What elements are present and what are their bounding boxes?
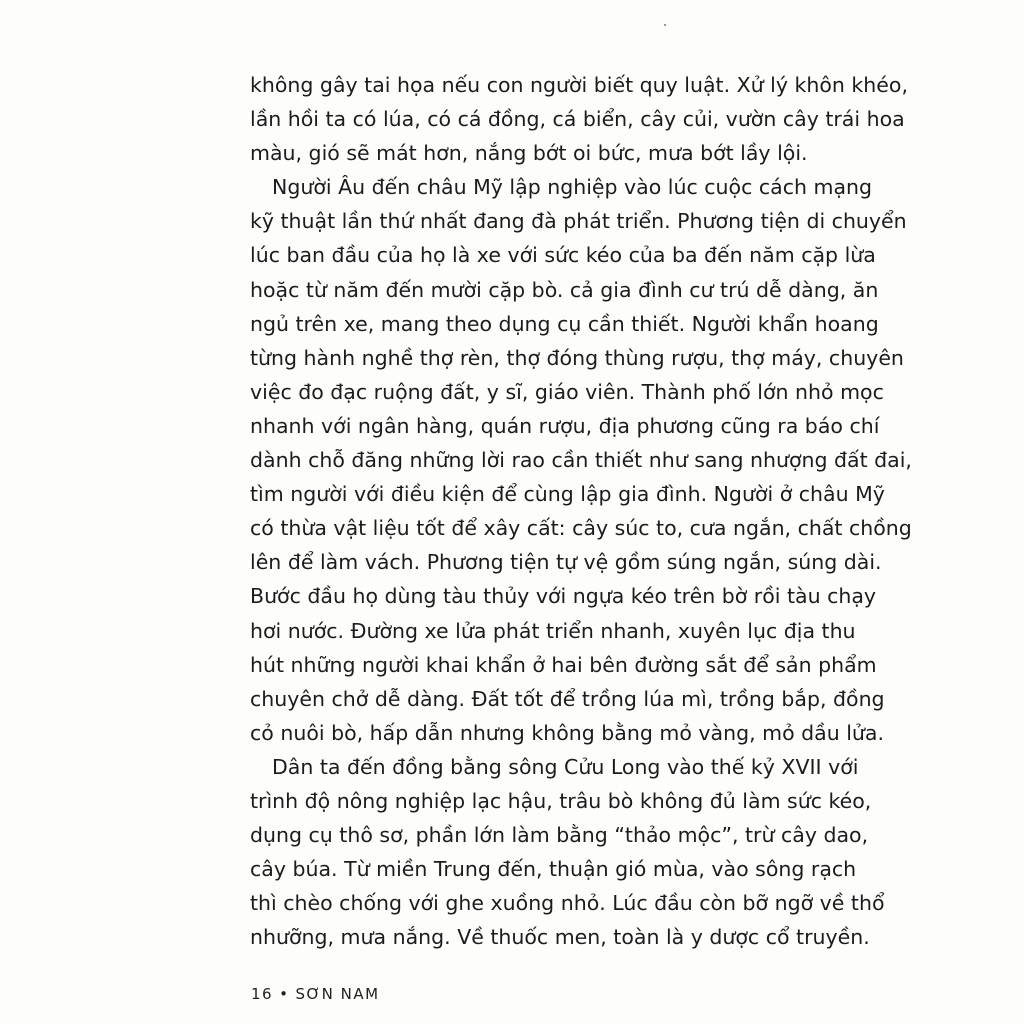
text-line: Dân ta đến đồng bằng sông Cửu Long vào thế kỷ XVII với <box>272 754 859 779</box>
text-line: thì chèo chống với ghe xuồng nhỏ. Lúc đầu còn bỡ ngỡ về thổ <box>250 891 885 916</box>
text-line: Bước đầu họ dùng tàu thủy với ngựa kéo trên bờ rồi tàu chạy <box>250 584 877 609</box>
text-line: hoặc từ năm đến mười cặp bò. cả gia đình cư trú dễ dàng, ăn <box>250 277 879 302</box>
text-line: từng hành nghề thợ rèn, thợ đóng thùng rượu, thợ máy, chuyên <box>250 345 904 370</box>
text-line: ngủ trên xe, mang theo dụng cụ cần thiết. Người khẩn hoang <box>250 311 879 336</box>
page-footer <box>251 985 380 1003</box>
text-line: lúc ban đầu của họ là xe với sức kéo của ba đến năm cặp lừa <box>250 243 876 268</box>
text-line: không gây tai họa nếu con người biết quy luật. Xử lý khôn khéo, <box>250 73 908 97</box>
footer-separator: • <box>279 985 290 1003</box>
text-line: lần hồi ta có lúa, có cá đồng, cá biển, cây củi, vườn cây trái hoa <box>250 107 905 132</box>
text-line: hơi nước. Đường xe lửa phát triển nhanh, xuyên lục địa thu <box>250 618 856 643</box>
text-line: kỹ thuật lần thứ nhất đang đà phát triển. Phương tiện di chuyển <box>250 209 907 234</box>
text-line: hút những người khai khẩn ở hai bên đường sắt để sản phẩm <box>250 652 877 677</box>
author-name: SƠN NAM <box>295 985 380 1003</box>
text-line: nhanh với ngân hàng, quán rượu, địa phương cũng ra báo chí <box>250 413 880 438</box>
text-line: cây búa. Từ miền Trung đến, thuận gió mùa, vào sông rạch <box>250 857 857 882</box>
body-text <box>250 68 912 954</box>
text-line: dụng cụ thô sơ, phần lớn làm bằng “thảo mộc”, trừ cây dao, <box>250 823 869 848</box>
text-line: nhưỡng, mưa nắng. Về thuốc men, toàn là y dược cổ truyền. <box>250 925 870 950</box>
text-line: lên để làm vách. Phương tiện tự vệ gồm súng ngắn, súng dài. <box>250 550 882 575</box>
text-line: tìm người với điều kiện để cùng lập gia đình. Người ở châu Mỹ <box>250 482 885 507</box>
print-speck <box>664 24 666 26</box>
text-line: dành chỗ đăng những lời rao cần thiết như sang nhượng đất đai, <box>250 448 912 473</box>
page-number: 16 <box>251 985 274 1003</box>
text-line: cỏ nuôi bò, hấp dẫn nhưng không bằng mỏ vàng, mỏ dầu lửa. <box>250 720 884 745</box>
text-line: Người Âu đến châu Mỹ lập nghiệp vào lúc cuộc cách mạng <box>272 175 873 200</box>
text-line: màu, gió sẽ mát hơn, nắng bớt oi bức, mưa bớt lầy lội. <box>250 141 808 166</box>
text-line: trình độ nông nghiệp lạc hậu, trâu bò không đủ làm sức kéo, <box>250 788 872 813</box>
text-line: có thừa vật liệu tốt để xây cất: cây súc to, cưa ngắn, chất chồng <box>250 516 912 541</box>
text-line: việc đo đạc ruộng đất, y sĩ, giáo viên. Thành phố lớn nhỏ mọc <box>250 379 884 404</box>
text-line: chuyên chở dễ dàng. Đất tốt để trồng lúa mì, trồng bắp, đồng <box>250 686 885 711</box>
